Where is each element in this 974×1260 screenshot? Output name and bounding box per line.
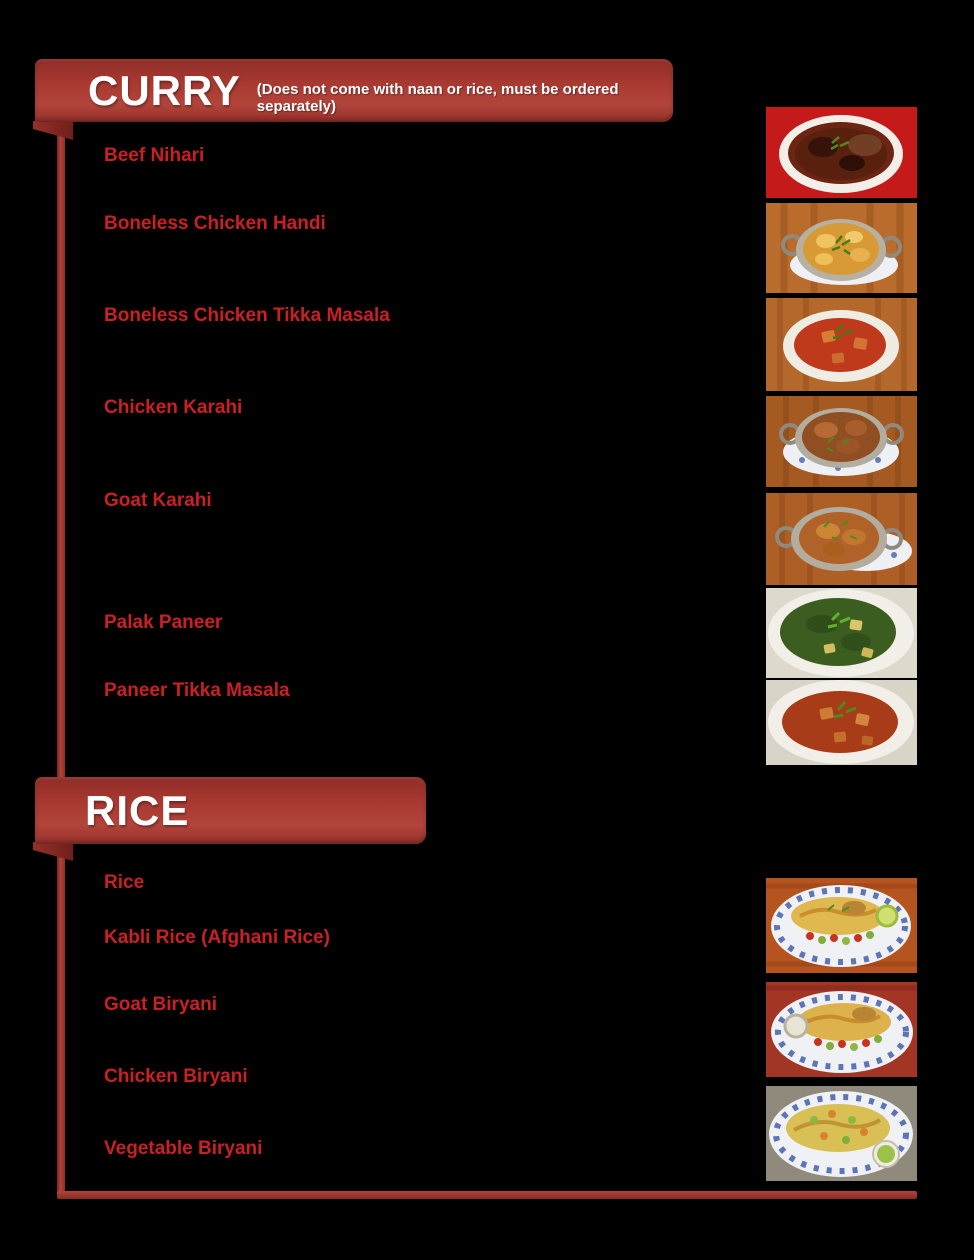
curry-section-banner	[35, 59, 673, 122]
menu-item-goat-karahi: Goat Karahi	[104, 490, 212, 511]
rice-banner-title: RICE	[85, 786, 190, 834]
chicken-karahi-photo	[766, 396, 917, 487]
curry-banner-fold	[33, 121, 73, 140]
palak-paneer-photo	[766, 588, 917, 678]
chicken-tikka-masala-photo	[766, 298, 917, 391]
curry-banner-note: (Does not come with naan or rice, must be ordered separately)	[256, 80, 619, 115]
chicken-tikka-masala-photo-art	[766, 298, 917, 391]
vegetable-biryani-photo	[766, 1086, 917, 1181]
rice-platter-photo-art	[766, 878, 917, 973]
palak-paneer-photo-art	[766, 588, 917, 678]
menu-item-boneless-chicken-handi: Boneless Chicken Handi	[104, 213, 326, 234]
menu-item-boneless-chicken-tikka-masala: Boneless Chicken Tikka Masala	[104, 305, 390, 326]
vegetable-biryani-photo-art	[766, 1086, 917, 1181]
beef-nihari-photo	[766, 107, 917, 198]
bottom-ribbon-rule	[57, 1191, 917, 1199]
rice-banner-fold	[33, 842, 73, 861]
menu-item-kabli-rice: Kabli Rice (Afghani Rice)	[104, 927, 330, 948]
beef-nihari-photo-art	[766, 107, 917, 198]
rice-section-banner	[35, 777, 426, 844]
left-ribbon-strip	[57, 120, 65, 1198]
paneer-tikka-masala-photo-art	[766, 680, 917, 765]
menu-item-goat-biryani: Goat Biryani	[104, 994, 217, 1015]
goat-karahi-photo	[766, 493, 917, 585]
biryani-platter-photo	[766, 982, 917, 1077]
menu-item-chicken-biryani: Chicken Biryani	[104, 1066, 248, 1087]
paneer-tikka-masala-photo	[766, 680, 917, 765]
menu-item-palak-paneer: Palak Paneer	[104, 612, 223, 633]
menu-item-paneer-tikka-masala: Paneer Tikka Masala	[104, 680, 290, 701]
rice-platter-photo	[766, 878, 917, 973]
menu-item-chicken-karahi: Chicken Karahi	[104, 397, 243, 418]
menu-item-beef-nihari: Beef Nihari	[104, 145, 205, 166]
chicken-handi-photo-art	[766, 203, 917, 293]
chicken-handi-photo	[766, 203, 917, 293]
menu-item-vegetable-biryani: Vegetable Biryani	[104, 1138, 263, 1159]
goat-karahi-photo-art	[766, 493, 917, 585]
menu-item-rice: Rice	[104, 872, 145, 893]
chicken-karahi-photo-art	[766, 396, 917, 487]
curry-banner-title: CURRY	[88, 66, 241, 114]
biryani-platter-photo-art	[766, 982, 917, 1077]
